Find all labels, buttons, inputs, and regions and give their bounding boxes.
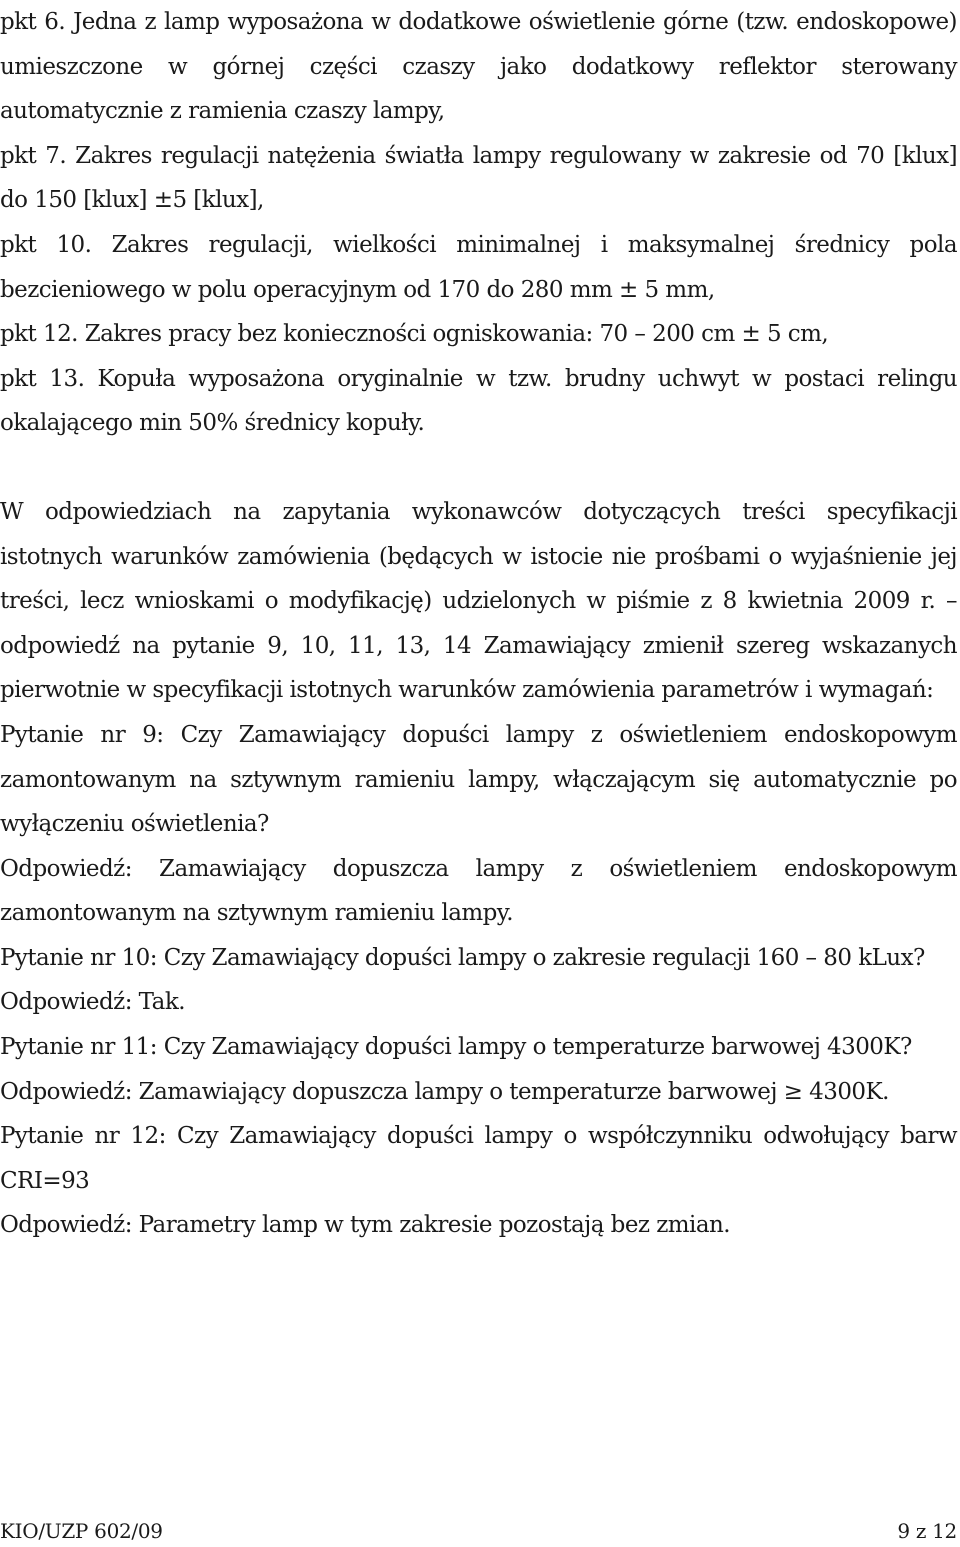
answer-9: Odpowiedź: Zamawiający dopuszcza lampy z oświetleniem endoskopowym zamontowanym na sztywnym ramieniu lampy. [0, 855, 957, 927]
question-12: Pytanie nr 12: Czy Zamawiający dopuści lampy o współczynniku odwołujący barw CRI=93 [0, 1123, 957, 1194]
answer-11: Odpowiedź: Zamawiający dopuszcza lampy o temperaturze barwowej ≥ 4300K. [0, 1078, 889, 1105]
footer-reference: KIO/UZP 602/09 [0, 1519, 163, 1543]
question-11: Pytanie nr 11: Czy Zamawiający dopuści lampy o temperaturze barwowej 4300K? [0, 1034, 912, 1061]
page-footer [0, 1519, 957, 1543]
answer-12: Odpowiedź: Parametry lamp w tym zakresie pozostają bez zmian. [0, 1212, 731, 1239]
footer-page-number: 9 z 12 [897, 1519, 957, 1543]
paragraph-pkt-10: pkt 10. Zakres regulacji, wielkości minimalnej i maksymalnej średnicy pola bezcieniowego w polu operacyjnym od 170 do 280 mm ± 5 mm, [0, 231, 957, 303]
paragraph-pkt-7: pkt 7. Zakres regulacji natężenia światła lampy regulowany w zakresie od 70 [klux] do 150 [klux] ±5 [klux], [0, 142, 957, 214]
answer-10: Odpowiedź: Tak. [0, 989, 185, 1016]
paragraph-intro: W odpowiedziach na zapytania wykonawców dotyczących treści specyfikacji istotnych warunków zamówienia (będących w istocie nie prośbami o wyjaśnienie jej treści, lecz wnioskami o modyfikację) udzielonych w piśmie z 8 kwietnia 2009 r. – odpowiedź na pytanie 9, 10, 11, 13, 14 Zamawiający zmienił szereg wskazanych pierwotnie w specyfikacji istotnych warunków zamówienia parametrów i wymagań: [0, 498, 957, 704]
paragraph-pkt-13: pkt 13. Kopuła wyposażona oryginalnie w tzw. brudny uchwyt w postaci relingu okalającego min 50% średnicy kopuły. [0, 365, 957, 437]
paragraph-pkt-12: pkt 12. Zakres pracy bez konieczności ogniskowania: 70 – 200 cm ± 5 cm, [0, 321, 829, 348]
question-9: Pytanie nr 9: Czy Zamawiający dopuści lampy z oświetleniem endoskopowym zamontowanym na sztywnym ramieniu lampy, włączającym się automatycznie po wyłączeniu oświetlenia? [0, 721, 957, 838]
question-10: Pytanie nr 10: Czy Zamawiający dopuści lampy o zakresie regulacji 160 – 80 kLux? [0, 944, 925, 971]
paragraph-pkt-6: pkt 6. Jedna z lamp wyposażona w dodatkowe oświetlenie górne (tzw. endoskopowe) umieszczone w górnej części czaszy jako dodatkowy reflektor sterowany automatycznie z ramienia czaszy lampy, [0, 9, 957, 125]
